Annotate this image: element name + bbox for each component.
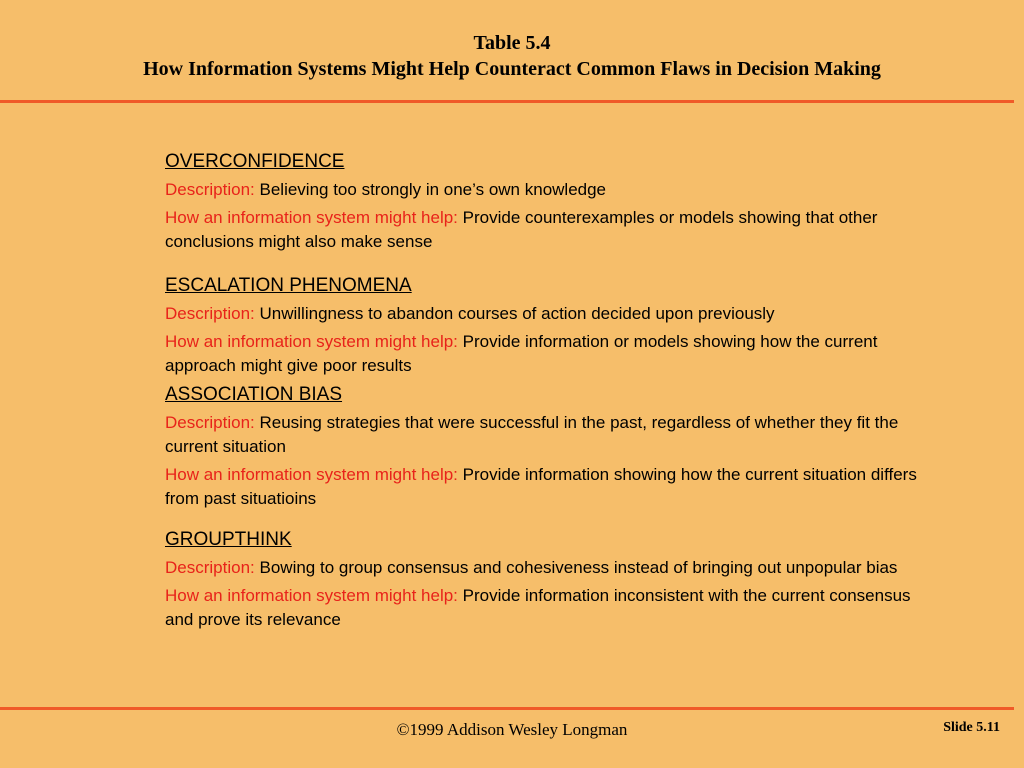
description-label: Description:: [165, 558, 255, 577]
description-row: [165, 411, 935, 459]
slide-header: [0, 30, 1024, 82]
description-label: Description:: [165, 413, 255, 432]
description-text: Bowing to group consensus and cohesiveness instead of bringing out unpopular bias: [259, 558, 898, 577]
help-label: How an information system might help:: [165, 465, 458, 484]
help-text: Provide information or models showing how the current approach might give poor results: [165, 332, 878, 375]
description-label: Description:: [165, 180, 255, 199]
section-title: ASSOCIATION BIAS: [165, 384, 343, 405]
description-row: [165, 302, 935, 326]
section-title: ESCALATION PHENOMENA: [165, 275, 412, 296]
table-number: Table 5.4: [473, 32, 551, 54]
section-escalation-phenomena: [165, 274, 935, 378]
help-row: [165, 463, 935, 511]
bottom-divider: [0, 707, 1014, 710]
help-label: How an information system might help:: [165, 586, 458, 605]
help-row: [165, 330, 935, 378]
description-text: Reusing strategies that were successful in the past, regardless of whether they fit the current situation: [165, 413, 899, 456]
page-title: How Information Systems Might Help Counteract Common Flaws in Decision Making: [143, 58, 881, 80]
description-text: Unwillingness to abandon courses of action decided upon previously: [259, 304, 775, 323]
copyright-notice: ©1999 Addison Wesley Longman: [396, 720, 628, 739]
top-divider: [0, 100, 1014, 103]
help-text: Provide counterexamples or models showing that other conclusions might also make sense: [165, 208, 878, 251]
section-title: OVERCONFIDENCE: [165, 151, 345, 172]
description-row: [165, 556, 935, 580]
description-text: Believing too strongly in one’s own knowledge: [259, 180, 607, 199]
section-groupthink: [165, 528, 935, 632]
description-row: [165, 178, 935, 202]
section-association-bias: [165, 383, 935, 511]
help-text: Provide information showing how the current situation differs from past situatioins: [165, 465, 917, 508]
help-text: Provide information inconsistent with the current consensus and prove its relevance: [165, 586, 911, 629]
description-label: Description:: [165, 304, 255, 323]
help-row: [165, 206, 935, 254]
help-label: How an information system might help:: [165, 332, 458, 351]
section-title: GROUPTHINK: [165, 529, 292, 550]
help-label: How an information system might help:: [165, 208, 458, 227]
help-row: [165, 584, 935, 632]
slide-number: Slide 5.11: [943, 720, 1000, 735]
section-overconfidence: [165, 150, 935, 254]
